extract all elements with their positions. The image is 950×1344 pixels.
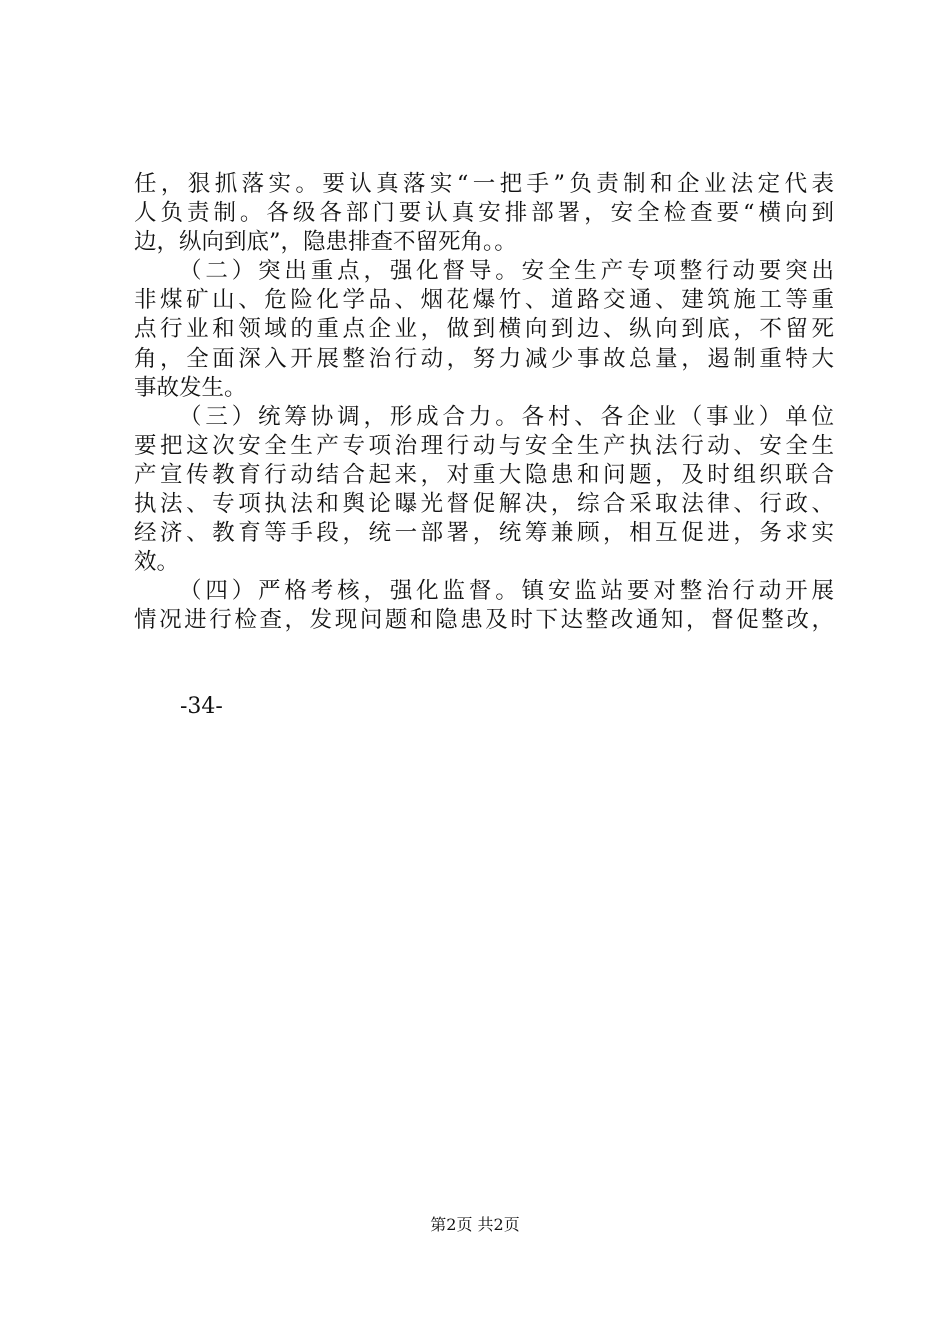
text-line: 效。 [134, 549, 180, 576]
paragraph-section-2 [134, 257, 834, 402]
text-line: 执法、专项执法和舆论曝光督促解决，综合采取法律、行政、 [134, 491, 834, 518]
paragraph-section-4 [134, 577, 834, 635]
text-line: 边，纵向到底”，隐患排查不留死角。。 [134, 229, 517, 256]
text-line: （三）统筹协调，形成合力。各村、各企业（事业）单位 [179, 403, 834, 430]
text-line: 情况进行检查，发现问题和隐患及时下达整改通知，督促整改， [134, 607, 834, 634]
text-line: 点行业和领域的重点企业，做到横向到边、纵向到底，不留死 [134, 316, 834, 343]
text-line: 人负责制。各级各部门要认真安排部署，安全检查要“横向到 [134, 200, 834, 227]
text-line: （二）突出重点，强化督导。安全生产专项整行动要突出 [179, 258, 834, 285]
page-footer: 第2页 共2页 [430, 1215, 520, 1234]
paragraph-continuation [134, 170, 834, 257]
text-line: 事故发生。 [134, 374, 247, 401]
text-line: 产宣传教育行动结合起来，对重大隐患和问题，及时组织联合 [134, 461, 834, 488]
text-line: 角，全面深入开展整治行动，努力减少事故总量，遏制重特大 [134, 345, 834, 372]
text-line: 要把这次安全生产专项治理行动与安全生产执法行动、安全生 [134, 432, 834, 459]
paragraph-section-3 [134, 403, 834, 578]
document-body [134, 170, 834, 636]
text-line: 经济、教育等手段，统一部署，统筹兼顾，相互促进，务求实 [134, 520, 834, 547]
text-line: 任，狠抓落实。要认真落实“一把手”负责制和企业法定代表 [134, 171, 834, 197]
text-line: （四）严格考核，强化监督。镇安监站要对整治行动开展 [179, 578, 834, 605]
text-line: 非煤矿山、危险化学品、烟花爆竹、道路交通、建筑施工等重 [134, 287, 834, 314]
page-number: -34- [180, 694, 223, 719]
